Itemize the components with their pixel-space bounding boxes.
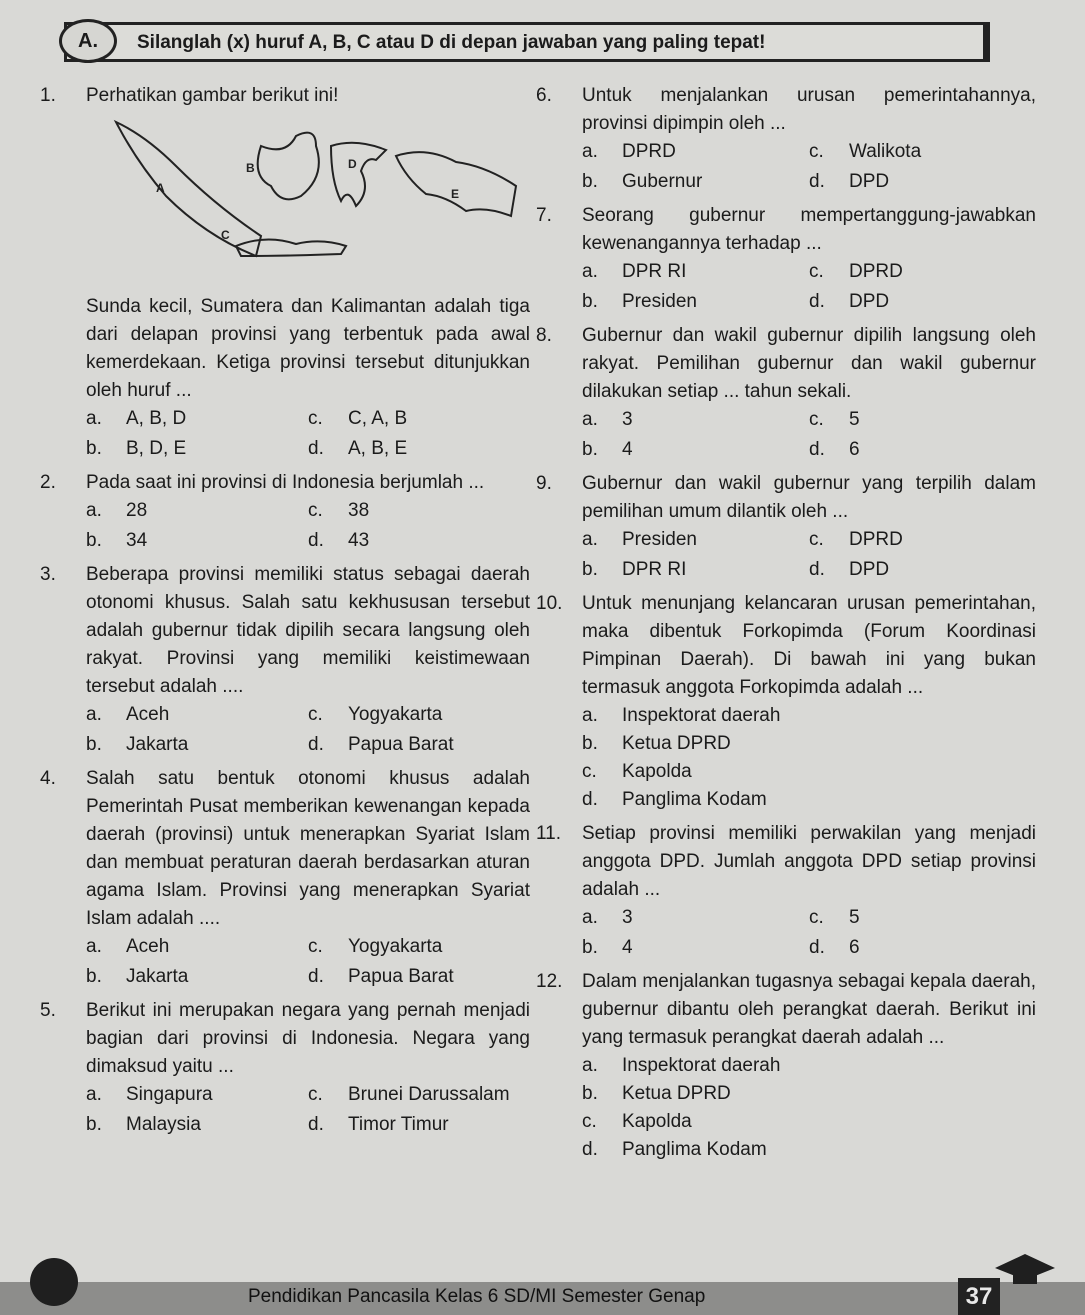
- map-region-d: [331, 143, 386, 206]
- option-b[interactable]: b. Gubernur: [582, 171, 703, 192]
- map-label-e: E: [451, 187, 460, 201]
- option-c[interactable]: c. DPRD: [809, 529, 903, 550]
- question-11: [536, 820, 1036, 962]
- question-number: 9.: [536, 473, 552, 494]
- option-b[interactable]: b. Malaysia: [86, 1114, 201, 1135]
- decorative-ball-icon: [30, 1258, 78, 1306]
- question-text: Pada saat ini provinsi di Indonesia berjumlah ...: [86, 472, 485, 493]
- option-c[interactable]: c. 5: [809, 409, 860, 430]
- question-text-continued: Sunda kecil, Sumatera dan Kalimantan adalah tiga dari delapan provinsi yang terbentuk pada awal kemerdekaan. Ketiga provinsi tersebut ditunjukkan oleh huruf ...: [86, 296, 530, 401]
- question-5: [40, 997, 530, 1139]
- question-text: Dalam menjalankan tugasnya sebagai kepala daerah, gubernur dibantu oleh perangkat daerah. Berikut ini yang termasuk perangkat daerah adalah ...: [582, 971, 1036, 1048]
- question-number: 2.: [40, 472, 56, 493]
- instruction-banner: [64, 22, 990, 62]
- option-d[interactable]: d. Panglima Kodam: [582, 1139, 767, 1160]
- instruction-text: Silanglah (x) huruf A, B, C atau D di depan jawaban yang paling tepat!: [137, 32, 766, 53]
- options: [582, 702, 1036, 814]
- question-text: Setiap provinsi memiliki perwakilan yang menjadi anggota DPD. Jumlah anggota DPD setiap provinsi adalah ...: [582, 823, 1036, 900]
- option-a[interactable]: a. A, B, D: [86, 408, 187, 429]
- map-region-a: [116, 122, 261, 256]
- option-b[interactable]: b. Presiden: [582, 291, 697, 312]
- option-a[interactable]: a. Presiden: [582, 529, 697, 550]
- map-region-b: [258, 133, 319, 200]
- graduation-cap-icon: [995, 1250, 1055, 1290]
- question-number: 8.: [536, 325, 552, 346]
- question-6: [536, 82, 1036, 196]
- left-column: [40, 82, 530, 1145]
- question-4: [40, 765, 530, 991]
- options: [582, 138, 1036, 196]
- indonesia-map: [86, 116, 526, 276]
- question-number: 5.: [40, 1000, 56, 1021]
- question-text: Gubernur dan wakil gubernur yang terpilih dalam pemilihan umum dilantik oleh ...: [582, 473, 1036, 522]
- question-text: Untuk menjalankan urusan pemerintahannya, provinsi dipimpin oleh ...: [582, 85, 1036, 134]
- option-c[interactable]: c. C, A, B: [308, 408, 408, 429]
- question-number: 12.: [536, 971, 563, 992]
- option-d[interactable]: d. 43: [308, 530, 370, 551]
- question-number: 11.: [536, 823, 562, 844]
- option-c[interactable]: c. DPRD: [809, 261, 903, 282]
- question-text: Gubernur dan wakil gubernur dipilih langsung oleh rakyat. Pemilihan gubernur dan wakil gubernur dilakukan setiap ... tahun sekali.: [582, 325, 1036, 402]
- options: [582, 406, 1036, 464]
- section-badge: A.: [59, 19, 117, 63]
- question-9: [536, 470, 1036, 584]
- option-a[interactable]: a. Aceh: [86, 704, 170, 725]
- option-b[interactable]: b. Jakarta: [86, 966, 189, 987]
- option-a[interactable]: a. DPRD: [582, 141, 676, 162]
- question-number: 7.: [536, 205, 552, 226]
- option-a[interactable]: a. Inspektorat daerah: [582, 1055, 781, 1076]
- question-8: [536, 322, 1036, 464]
- option-a[interactable]: a. Aceh: [86, 936, 170, 957]
- question-number: 3.: [40, 564, 56, 585]
- option-b[interactable]: b. 4: [582, 937, 633, 958]
- option-d[interactable]: d. DPD: [809, 171, 890, 192]
- map-region-e: [396, 152, 516, 216]
- option-d[interactable]: d. 6: [809, 937, 860, 958]
- options: [86, 1081, 530, 1139]
- option-d[interactable]: d. DPD: [809, 291, 890, 312]
- options: [582, 1052, 1036, 1164]
- right-column: [536, 82, 1036, 1170]
- option-b[interactable]: b. B, D, E: [86, 438, 187, 459]
- option-a[interactable]: a. Singapura: [86, 1084, 213, 1105]
- question-7: [536, 202, 1036, 316]
- option-b[interactable]: b. 4: [582, 439, 633, 460]
- option-c[interactable]: c. Brunei Darussalam: [308, 1084, 510, 1105]
- option-c[interactable]: c. Kapolda: [582, 761, 692, 782]
- option-d[interactable]: d. Papua Barat: [308, 966, 454, 987]
- option-d[interactable]: d. DPD: [809, 559, 890, 580]
- map-label-a: A: [156, 181, 165, 195]
- option-a[interactable]: a. 28: [86, 500, 148, 521]
- question-12: [536, 968, 1036, 1164]
- question-text: Berikut ini merupakan negara yang pernah menjadi bagian dari provinsi di Indonesia. Negara yang dimaksud yaitu ...: [86, 1000, 530, 1077]
- option-d[interactable]: d. Papua Barat: [308, 734, 454, 755]
- question-number: 1.: [40, 85, 56, 106]
- option-b[interactable]: b. Ketua DPRD: [582, 1083, 731, 1104]
- option-a[interactable]: a. 3: [582, 907, 633, 928]
- option-c[interactable]: c. Kapolda: [582, 1111, 692, 1132]
- option-c[interactable]: c. Yogyakarta: [308, 704, 443, 725]
- options: [86, 701, 530, 759]
- option-d[interactable]: d. 6: [809, 439, 860, 460]
- options: [582, 904, 1036, 962]
- option-d[interactable]: d. Timor Timur: [308, 1114, 449, 1135]
- option-c[interactable]: c. 5: [809, 907, 860, 928]
- question-text: Perhatikan gambar berikut ini!: [86, 85, 339, 106]
- options: [86, 497, 530, 555]
- question-number: 10.: [536, 593, 563, 614]
- option-c[interactable]: c. Walikota: [809, 141, 922, 162]
- option-b[interactable]: b. Jakarta: [86, 734, 189, 755]
- option-c[interactable]: c. Yogyakarta: [308, 936, 443, 957]
- question-number: 6.: [536, 85, 552, 106]
- options: [582, 258, 1036, 316]
- question-text: Salah satu bentuk otonomi khusus adalah Pemerintah Pusat memberikan kewenangan kepada daerah (provinsi) untuk menerapkan Syariat Islam dan membuat peraturan daerah berdasarkan aturan agama Islam. Provinsi yang menerapkan Syariat Islam adalah ....: [86, 768, 530, 929]
- options: [86, 405, 530, 463]
- options: [582, 526, 1036, 584]
- option-a[interactable]: a. 3: [582, 409, 633, 430]
- option-a[interactable]: a. Inspektorat daerah: [582, 705, 781, 726]
- question-text: Beberapa provinsi memiliki status sebagai daerah otonomi khusus. Salah satu kekhususan tersebut adalah gubernur tidak dipilih secara langsung oleh rakyat. Provinsi yang memiliki keistimewaan tersebut adalah ....: [86, 564, 530, 697]
- question-text: Untuk menunjang kelancaran urusan pemerintahan, maka dibentuk Forkopimda (Forum Koordinasi Pimpinan Daerah). Di bawah ini yang bukan termasuk anggota Forkopimda adalah ...: [582, 593, 1036, 698]
- question-number: 4.: [40, 768, 56, 789]
- option-b[interactable]: b. Ketua DPRD: [582, 733, 731, 754]
- page-footer: [0, 1282, 1085, 1315]
- map-label-b: B: [246, 161, 255, 175]
- option-b[interactable]: b. DPR RI: [582, 559, 687, 580]
- question-1: [40, 82, 530, 463]
- book-title: Pendidikan Pancasila Kelas 6 SD/MI Semester Genap: [248, 1286, 706, 1307]
- map-label-c: C: [221, 228, 230, 242]
- page-number: 37: [958, 1278, 1000, 1315]
- option-b[interactable]: b. 34: [86, 530, 148, 551]
- option-c[interactable]: c. 38: [308, 500, 370, 521]
- question-10: [536, 590, 1036, 814]
- map-label-d: D: [348, 157, 357, 171]
- option-d[interactable]: d. Panglima Kodam: [582, 789, 767, 810]
- question-3: [40, 561, 530, 759]
- question-text: Seorang gubernur mempertanggung-jawabkan kewenangannya terhadap ...: [582, 205, 1036, 254]
- option-d[interactable]: d. A, B, E: [308, 438, 408, 459]
- options: [86, 933, 530, 991]
- option-a[interactable]: a. DPR RI: [582, 261, 687, 282]
- question-2: [40, 469, 530, 555]
